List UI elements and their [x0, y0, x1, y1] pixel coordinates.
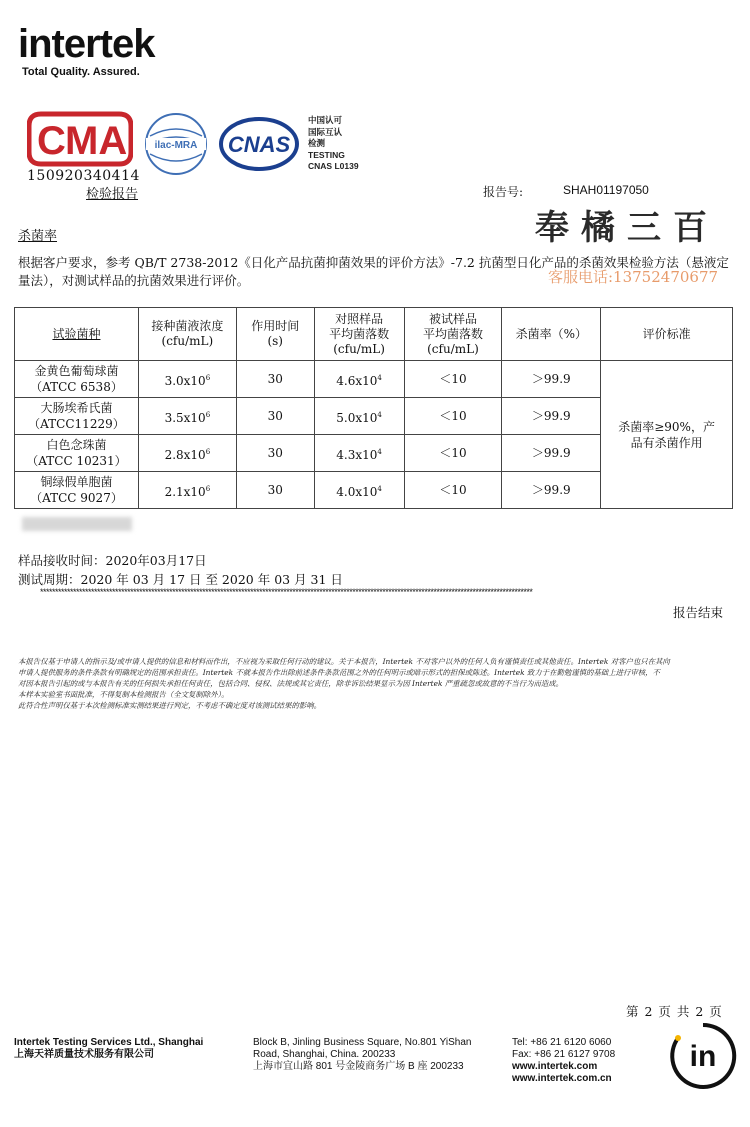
disclaimer: [18, 656, 730, 711]
cell-time: 30: [236, 435, 314, 472]
phone-number: Tel: +86 21 6120 6060: [512, 1037, 612, 1048]
cell-time: 30: [236, 398, 314, 435]
website-link[interactable]: www.intertek.com: [512, 1061, 598, 1072]
intertek-logo: intertek: [18, 22, 155, 66]
address-line: Road, Shanghai, China. 200233: [253, 1049, 396, 1060]
disclaimer-line: 对因本报告引起的或与本报告有关的任何损失承担任何责任，包括合同、侵权、法规或其它责任，除非诉讼结果显示为因 Intertek 严重疏忽或故意的不当行为而造成。: [18, 679, 564, 688]
header-kill-rate: 杀菌率（%）: [502, 308, 601, 361]
cnas-description: [308, 115, 359, 173]
cell-control: $4.6x10^4$: [314, 361, 404, 398]
cell-strain: 金黄色葡萄球菌 （ATCC 6538）: [15, 361, 139, 398]
cell-criterion: 杀菌率≥90%，产 品有杀菌作用: [601, 361, 733, 509]
cell-test: ＜10: [404, 435, 502, 472]
redacted-text: [22, 517, 132, 531]
address-line: Block B, Jinling Business Square, No.801 YiShan: [253, 1037, 472, 1048]
svg-text:C: C: [37, 119, 66, 163]
disclaimer-line: 本样本实验室书面批准，不得复制本检测报告（全文复制除外）。: [18, 690, 229, 699]
separator-line: ********************************************************************************************************************************************************************: [40, 588, 533, 596]
fax-number: Fax: +86 21 6127 9708: [512, 1049, 616, 1060]
cnas-desc-line: CNAS L0139: [308, 161, 359, 171]
table-header-row: [15, 308, 733, 361]
report-number-label: 报告号:: [483, 185, 524, 199]
cell-strain: 铜绿假单胞菌 （ATCC 9027）: [15, 472, 139, 509]
cell-rate: ＞99.9: [502, 472, 601, 509]
sample-received-date: 样品接收时间：2020年03月17日: [18, 553, 207, 568]
cnas-desc-line: 国际互认: [308, 126, 343, 137]
header-criterion: 评价标准: [601, 308, 733, 361]
cma-cert-number: 150920340414: [27, 168, 140, 184]
cma-logo-icon: [27, 110, 133, 168]
website-link-cn[interactable]: www.intertek.com.cn: [512, 1073, 612, 1084]
disclaimer-line: 申请人提供服务的条件条款有明确规定的范围承担责任。Intertek 不就本报告作出除前述条件条款范围之外的任何明示或暗示形式的担保或陈述。Intertek 致力于在勤勉谨慎的基础上进行审核，不: [18, 668, 660, 677]
footer-contact: [512, 1037, 615, 1085]
disclaimer-line: 本报告仅基于申请人的指示及/或申请人提供的信息和材料而作出，不应视为采取任何行动的建议。关于本报告，Intertek 不对客户以外的任何人负有谨慎责任或其他责任。Intertek 对客户也只在其向: [18, 657, 670, 666]
section-title: 杀菌率: [18, 229, 58, 244]
cell-test: ＜10: [404, 398, 502, 435]
cell-concentration: $2.1x10^6$: [138, 472, 236, 509]
header-test-sample: 被试样品 平均菌落数 (cfu/mL): [404, 308, 502, 361]
cell-concentration: $3.0x10^6$: [138, 361, 236, 398]
cell-time: 30: [236, 472, 314, 509]
cell-control: $4.3x10^4$: [314, 435, 404, 472]
header-concentration: 接种菌液浓度 (cfu/mL): [138, 308, 236, 361]
cell-strain: 大肠埃希氏菌 （ATCC11229）: [15, 398, 139, 435]
cell-concentration: $3.5x10^6$: [138, 398, 236, 435]
cell-strain: 白色念珠菌 （ATCC 10231）: [15, 435, 139, 472]
watermark-phone: 客服电话:13752470677: [548, 268, 719, 286]
brand-tagline: Total Quality. Assured.: [22, 66, 140, 78]
intertek-emblem-icon: [668, 1021, 738, 1091]
header-time: 作用时间 (s): [236, 308, 314, 361]
company-name-cn: 上海天祥质量技术服务有限公司: [14, 1049, 154, 1060]
cnas-desc-line: TESTING: [308, 149, 345, 160]
ilac-mra-logo-icon: [140, 112, 212, 176]
report-end: 报告结束: [673, 605, 724, 620]
cnas-text: CNAS: [227, 132, 291, 157]
footer-company: [14, 1037, 203, 1061]
handwritten-signature: 奉橘三百: [535, 208, 719, 248]
header-strain: 试验菌种: [15, 308, 139, 361]
emblem-text: in: [689, 1040, 717, 1073]
report-number: SHAH01197050: [563, 183, 649, 197]
cell-control: $5.0x10^4$: [314, 398, 404, 435]
cell-test: ＜10: [404, 361, 502, 398]
address-line: 上海市宜山路 801 号金陵商务广场 B 座 200233: [253, 1061, 464, 1072]
cnas-logo-icon: [218, 116, 300, 172]
cnas-desc-line: 中国认可: [308, 115, 343, 125]
results-table: [14, 307, 733, 509]
footer-address: [253, 1037, 471, 1073]
header-control: 对照样品 平均菌落数 (cfu/mL): [314, 308, 404, 361]
cell-concentration: $2.8x10^6$: [138, 435, 236, 472]
test-period: 测试周期：2020 年 03 月 17 日 至 2020 年 03 月 31 日: [18, 572, 343, 587]
cell-test: ＜10: [404, 472, 502, 509]
company-name-en: Intertek Testing Services Ltd., Shanghai: [14, 1037, 204, 1048]
table-row: [15, 361, 733, 398]
cell-rate: ＞99.9: [502, 435, 601, 472]
page-indicator: 第 2 页 共 2 页: [626, 1004, 723, 1019]
cell-control: $4.0x10^4$: [314, 472, 404, 509]
cnas-desc-line: 检测: [308, 138, 326, 148]
report-title: 检验报告: [86, 187, 139, 202]
ilac-text: ilac-MRA: [154, 140, 198, 151]
cell-rate: ＞99.9: [502, 398, 601, 435]
cell-time: 30: [236, 361, 314, 398]
method-paragraph: 根据客户要求，参考 QB/T 2738-2012《日化产品抗菌抑菌效果的评价方法》-7.2 抗菌型日化产品的杀菌效果检验方法（悬液定量法），对测试样品的抗菌效果进行评价。: [18, 255, 729, 288]
disclaimer-line: 此符合性声明仅基于本次检测标准实测结果进行判定，不考虑不确定度对该测试结果的影响。: [18, 701, 322, 710]
cma-text: MA: [65, 119, 128, 163]
cell-rate: ＞99.9: [502, 361, 601, 398]
